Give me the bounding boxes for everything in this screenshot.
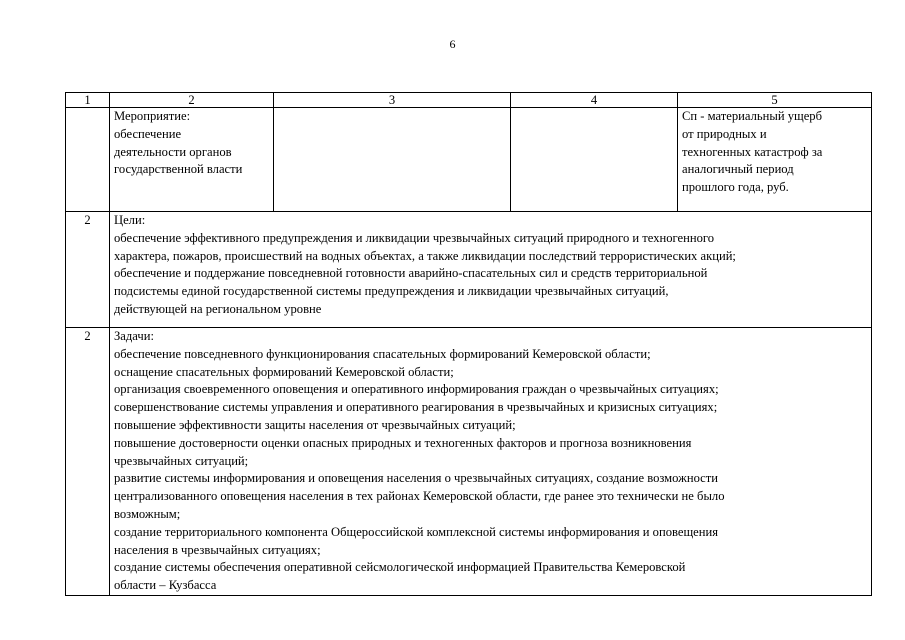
- goals-line: обеспечение и поддержание повседневной готовности аварийно-спасательных сил и средств территориальной: [114, 266, 708, 281]
- table-row-tasks: [66, 328, 872, 596]
- event-line: деятельности органов: [114, 144, 232, 159]
- tasks-heading: Задачи:: [114, 329, 154, 343]
- indicator-line: прошлого года, руб.: [682, 180, 789, 195]
- header-cell-3: 3: [274, 93, 511, 108]
- event-line: государственной власти: [114, 162, 243, 177]
- indicator-line: техногенных катастроф за: [682, 144, 823, 159]
- header-cell-1: 1: [66, 93, 110, 108]
- tasks-line: чрезвычайных ситуаций;: [114, 453, 249, 468]
- tasks-line: развитие системы информирования и оповещения населения о чрезвычайных ситуациях, создание возможности: [114, 471, 719, 486]
- indicator-line: аналогичный период: [682, 162, 794, 177]
- header-cell-4: 4: [511, 93, 678, 108]
- table-row-goals: [66, 212, 872, 328]
- goals-heading: Цели:: [114, 213, 146, 227]
- goals-line: действующей на региональном уровне: [114, 301, 322, 316]
- tasks-line: области – Кузбасса: [114, 578, 217, 593]
- event-col4-cell: [511, 108, 678, 212]
- program-table: [65, 92, 872, 596]
- tasks-line: совершенствование системы управления и оперативного реагирования в чрезвычайных и кризисных ситуациях;: [114, 400, 718, 415]
- tasks-line: оснащение спасательных формирований Кемеровской области;: [114, 364, 454, 379]
- event-indicator-cell: [678, 108, 872, 212]
- event-line: обеспечение: [114, 126, 182, 141]
- tasks-line: централизованного оповещения населения в тех районах Кемеровской области, где ранее это технически не было: [114, 489, 725, 504]
- header-cell-2: 2: [110, 93, 274, 108]
- tasks-line: населения в чрезвычайных ситуациях;: [114, 542, 321, 557]
- goals-line: обеспечение эффективного предупреждения и ликвидации чрезвычайных ситуаций природного и техногенного: [114, 230, 715, 245]
- tasks-line: обеспечение повседневного функционирования спасательных формирований Кемеровской области;: [114, 346, 651, 361]
- goals-line: подсистемы единой государственной системы предупреждения и ликвидации чрезвычайных ситуаций,: [114, 284, 669, 299]
- tasks-cell: [110, 328, 872, 596]
- goals-line: характера, пожаров, происшествий на водных объектах, а также ликвидации последствий террористических акций;: [114, 248, 736, 263]
- tasks-line: повышение эффективности защиты населения от чрезвычайных ситуаций;: [114, 417, 516, 432]
- event-line: Мероприятие:: [114, 109, 191, 123]
- tasks-line: возможным;: [114, 506, 181, 521]
- table-row-event: [66, 108, 872, 212]
- tasks-number-cell: 2: [66, 328, 110, 596]
- tasks-line: повышение достоверности оценки опасных природных и техногенных факторов и прогноза возникновения: [114, 435, 692, 450]
- header-cell-5: 5: [678, 93, 872, 108]
- event-description-cell: [110, 108, 274, 212]
- indicator-line: Сп - материальный ущерб: [682, 109, 823, 123]
- goals-cell: [110, 212, 872, 328]
- tasks-line: создание территориального компонента Общероссийской комплексной системы информирования и оповещения: [114, 524, 719, 539]
- page-number: 6: [449, 37, 456, 51]
- table-header-row: [66, 93, 872, 108]
- indicator-line: от природных и: [682, 126, 767, 141]
- event-col3-cell: [274, 108, 511, 212]
- goals-number-cell: 2: [66, 212, 110, 328]
- event-col1-cell: [66, 108, 110, 212]
- tasks-line: создание системы обеспечения оперативной сейсмологической информацией Правительства Кемеровской: [114, 560, 686, 575]
- tasks-line: организация своевременного оповещения и оперативного информирования граждан о чрезвычайных ситуациях;: [114, 382, 719, 397]
